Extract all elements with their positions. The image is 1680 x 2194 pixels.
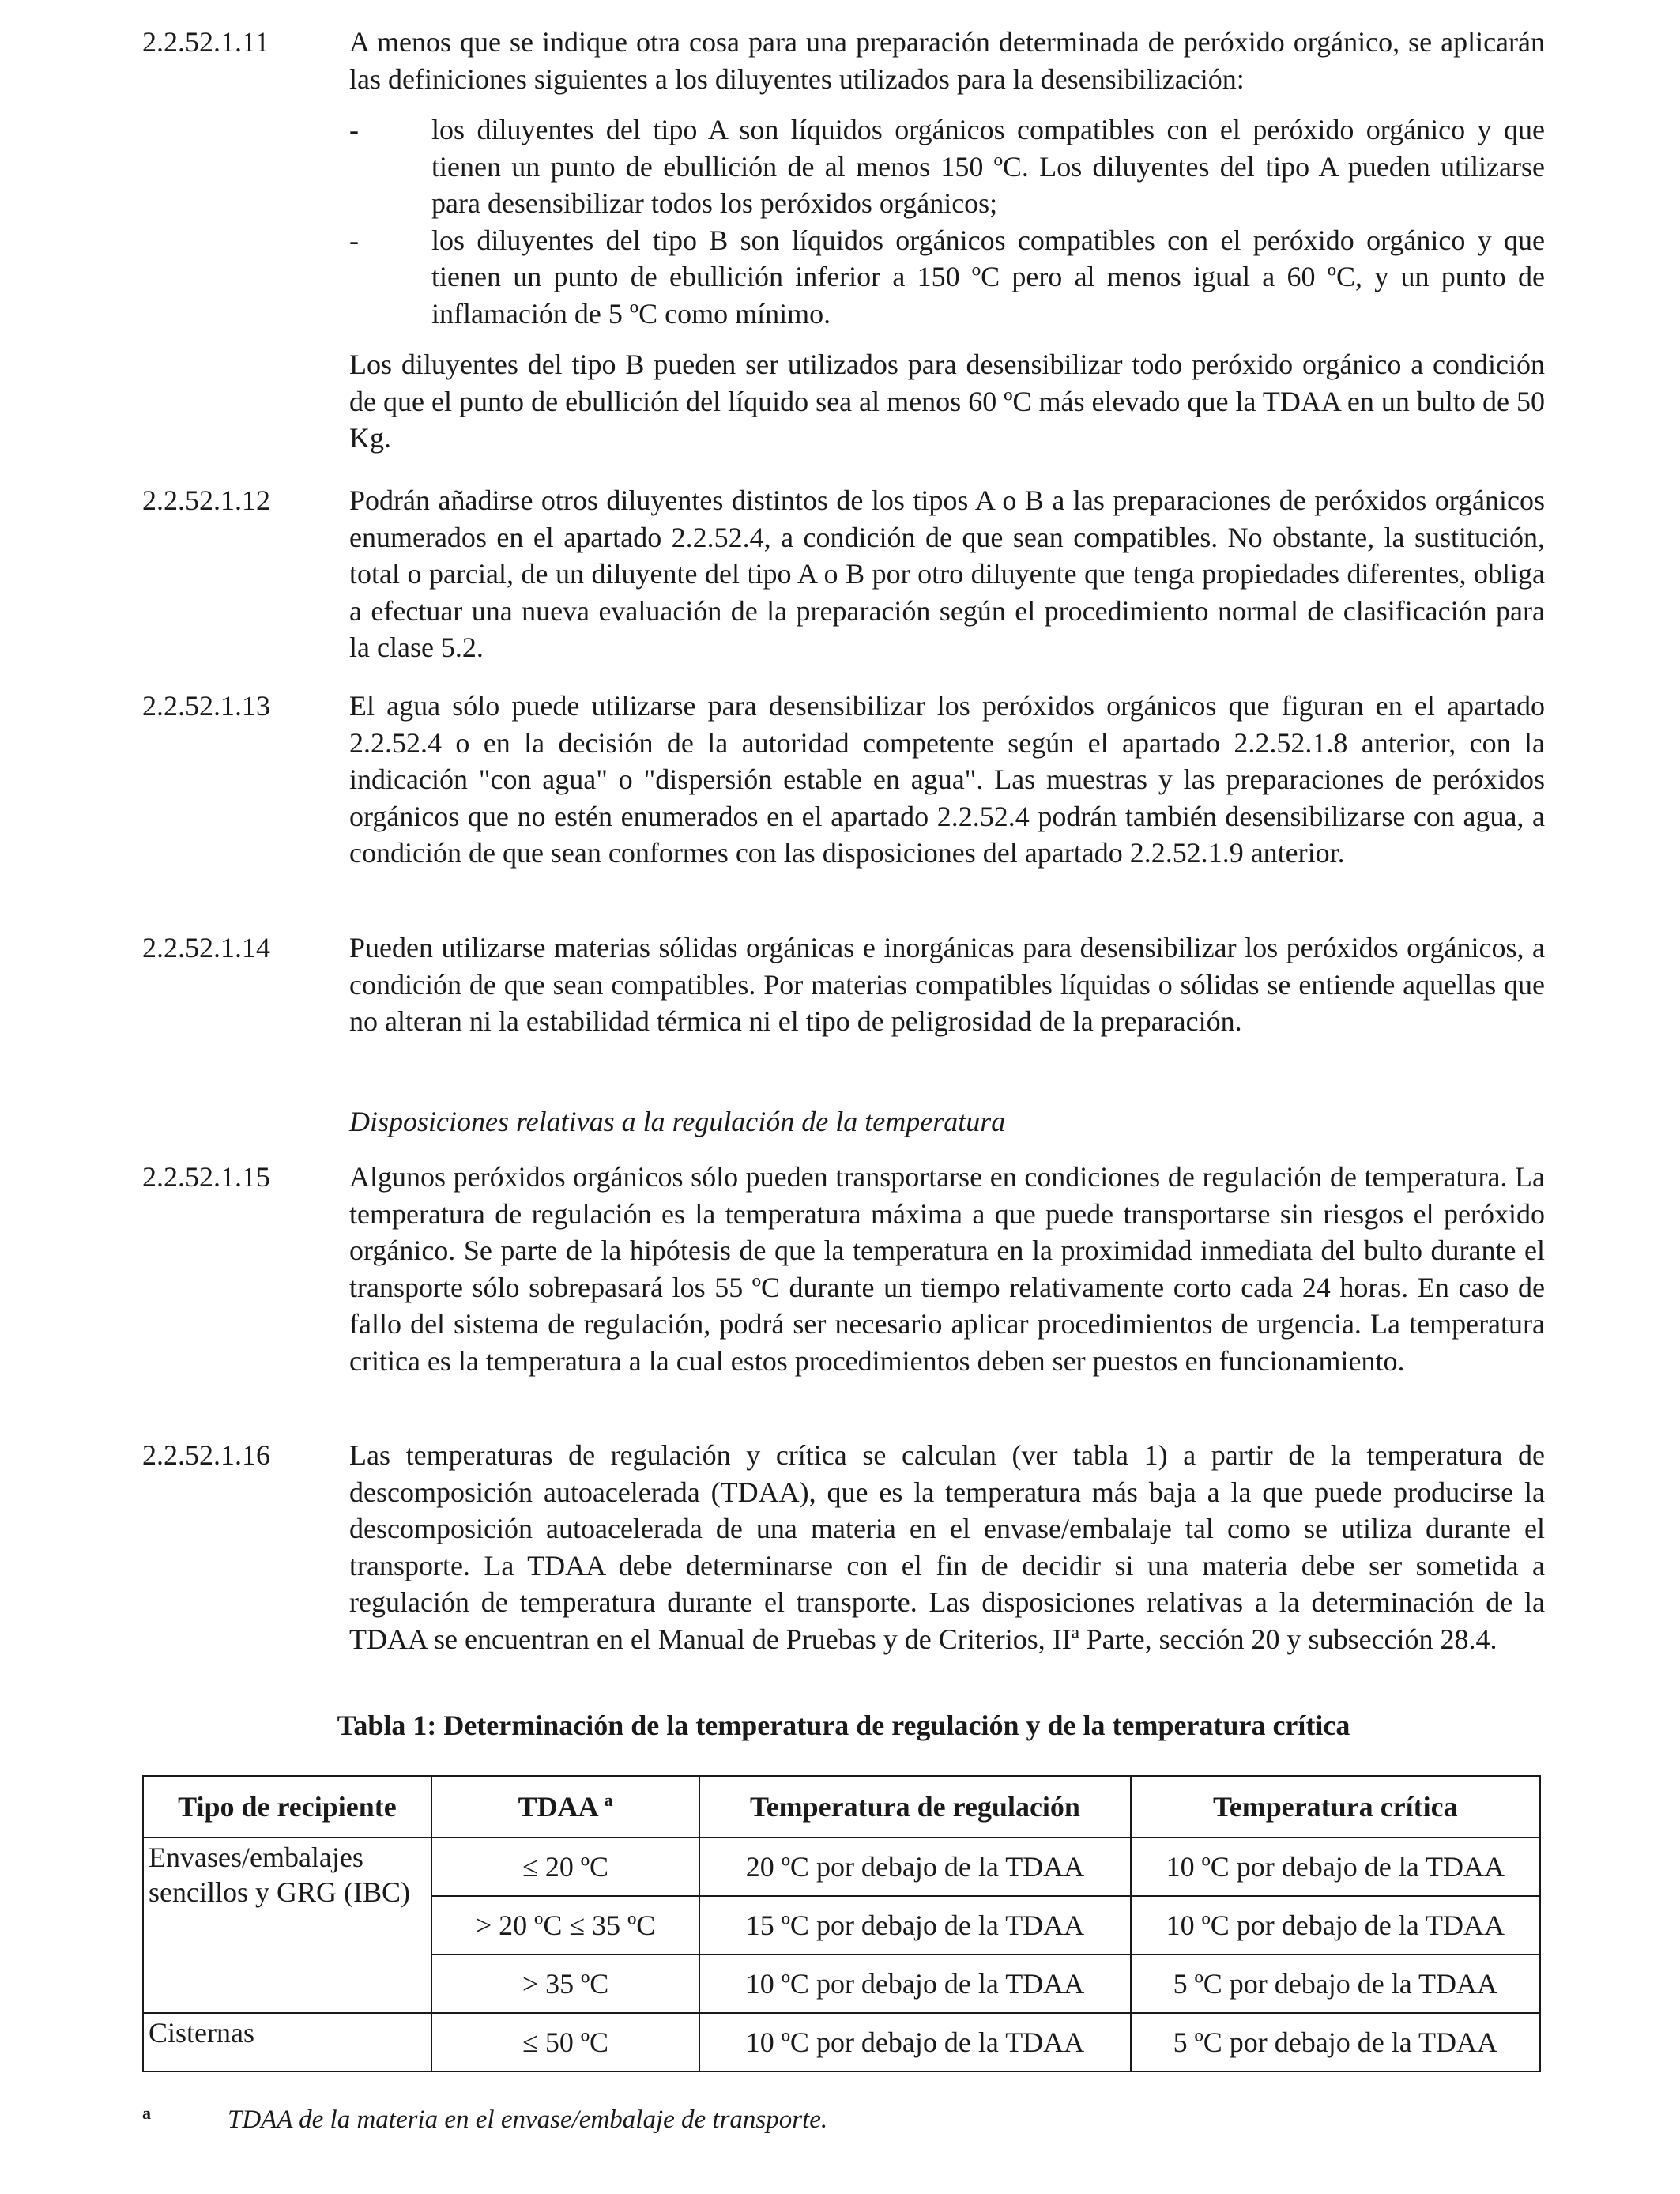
section-2-2-52-1-14: [142, 929, 1545, 1040]
table-cell: 10 ºC por debajo de la TDAA: [1131, 1838, 1540, 1896]
table-cell: > 35 ºC: [431, 1955, 700, 2013]
table-header-row: [143, 1776, 1540, 1838]
table-title: Tabla 1: Determinación de la temperatura de regulación y de la temperatura crítica: [337, 1710, 1350, 1741]
section-2-2-52-1-13: [142, 688, 1545, 872]
section-number: 2.2.52.1.16: [142, 1439, 270, 1471]
table-cell: 10 ºC por debajo de la TDAA: [699, 2013, 1130, 2071]
table-cell: > 20 ºC ≤ 35 ºC: [431, 1896, 700, 1955]
table-cell: 5 ºC por debajo de la TDAA: [1131, 2013, 1540, 2071]
section-2-2-52-1-11: [142, 24, 1545, 457]
list-item: [349, 222, 1545, 333]
section-2-2-52-1-16: [142, 1437, 1545, 1657]
table-cell: 5 ºC por debajo de la TDAA: [1131, 1955, 1540, 2013]
footnote-mark: a: [142, 2103, 151, 2123]
table-row: [143, 1838, 1540, 1896]
vessel-type-cell: Cisternas: [143, 2013, 431, 2071]
list-item-text: los diluyentes del tipo B son líquidos orgánicos compatibles con el peróxido orgánico y que tienen un punto de ebullición inferior a 150 ºC pero al menos igual a 60 ºC, y un punto de inflamación de 5 ºC como mínimo.: [431, 224, 1545, 330]
section-paragraph: Podrán añadirse otros diluyentes distintos de los tipos A o B a las preparaciones de peróxidos orgánicos enumerados en el apartado 2.2.52.4, a condición de que sean compatibles. No obstante, la sustitución, total o parcial, de un diluyente del tipo A o B por otro diluyente que tenga propiedades diferentes, obliga a efectuar una nueva evaluación de la preparación según el procedimiento normal de clasificación para la clase 5.2.: [349, 484, 1545, 663]
footnote-ref: a: [604, 1790, 613, 1810]
section-number: 2.2.52.1.15: [142, 1161, 270, 1193]
section-number: 2.2.52.1.11: [142, 26, 269, 58]
section-paragraph: Las temperaturas de regulación y crítica se calculan (ver tabla 1) a partir de la temperatura de descomposición autoacelerada (TDAA), que es la temperatura más baja a la que puede producirse la descomposición autoacelerada de una materia en el envase/embalaje tal como se utiliza durante el transporte. La TDAA debe determinarse con el fin de decidir si una materia debe ser sometida a regulación de temperatura durante el transporte. Las disposiciones relativas a la determinación de la TDAA se encuentran en el Manual de Pruebas y de Criterios, IIª Parte, sección 20 y subsección 28.4.: [349, 1439, 1545, 1655]
table-row: [143, 2013, 1540, 2071]
temperature-table: [142, 1775, 1541, 2072]
section-body: [349, 24, 1545, 457]
vessel-type-cell: Envases/embalajes sencillos y GRG (IBC): [143, 1838, 431, 2013]
list-bullet: -: [349, 114, 359, 145]
list-item: [349, 111, 1545, 222]
section-paragraph: Pueden utilizarse materias sólidas orgánicas e inorgánicas para desensibilizar los peróxidos orgánicos, a condición de que sean compatibles. Por materias compatibles líquidas o sólidas se entiende aquellas que no alteran ni la estabilidad térmica ni el tipo de peligrosidad de la preparación.: [349, 932, 1545, 1037]
section-paragraph: Los diluyentes del tipo B pueden ser utilizados para desensibilizar todo peróxido orgánico a condición de que el punto de ebullición del líquido sea al menos 60 ºC más elevado que la TDAA en un bulto de 50 Kg.: [349, 349, 1545, 454]
column-header: TDAA $^a$: [431, 1776, 700, 1838]
subheading: Disposiciones relativas a la regulación de la temperatura: [349, 1106, 1006, 1137]
section-number: 2.2.52.1.13: [142, 690, 270, 722]
table-cell: ≤ 50 ºC: [431, 2013, 700, 2071]
column-header: Tipo de recipiente: [143, 1776, 431, 1838]
table-cell: 10 ºC por debajo de la TDAA: [699, 1955, 1130, 2013]
section-number: 2.2.52.1.14: [142, 932, 270, 963]
table-cell: ≤ 20 ºC: [431, 1838, 700, 1896]
column-header: Temperatura crítica: [1131, 1776, 1540, 1838]
section-paragraph: Algunos peróxidos orgánicos sólo pueden transportarse en condiciones de regulación de temperatura. La temperatura de regulación es la temperatura máxima a que puede transportarse sin riesgos el peróxido orgánico. Se parte de la hipótesis de que la temperatura en la proximidad inmediata del bulto durante el transporte sólo sobrepasará los 55 ºC durante un tiempo relativamente corto cada 24 horas. En caso de fallo del sistema de regulación, podrá ser necesario aplicar procedimientos de urgencia. La temperatura critica es la temperatura a la cual estos procedimientos deben ser puestos en funcionamiento.: [349, 1161, 1545, 1377]
section-number: 2.2.52.1.12: [142, 484, 270, 516]
section-2-2-52-1-12: [142, 482, 1545, 666]
table-cell: 10 ºC por debajo de la TDAA: [1131, 1896, 1540, 1955]
section-paragraph: El agua sólo puede utilizarse para desensibilizar los peróxidos orgánicos que figuran en el apartado 2.2.52.4 o en la decisión de la autoridad competente según el apartado 2.2.52.1.8 anterior, con la indicación "con agua" o "dispersión estable en agua". Las muestras y las preparaciones de peróxidos orgánicos que no estén enumerados en el apartado 2.2.52.4 podrán también desensibilizarse con agua, a condición de que sean conformes con las disposiciones del apartado 2.2.52.1.9 anterior.: [349, 690, 1545, 869]
table-footnote: [142, 2102, 827, 2138]
column-header: Temperatura de regulación: [699, 1776, 1130, 1838]
table-cell: 20 ºC por debajo de la TDAA: [699, 1838, 1130, 1896]
table-cell: 15 ºC por debajo de la TDAA: [699, 1896, 1130, 1955]
list-bullet: -: [349, 224, 359, 256]
list-item-text: los diluyentes del tipo A son líquidos orgánicos compatibles con el peróxido orgánico y que tienen un punto de ebullición de al menos 150 ºC. Los diluyentes del tipo A pueden utilizarse para desensibilizar todos los peróxidos orgánicos;: [431, 114, 1545, 219]
section-intro: A menos que se indique otra cosa para una preparación determinada de peróxido orgánico, se aplicarán las definiciones siguientes a los diluyentes utilizados para la desensibilización:: [349, 26, 1545, 95]
definition-list: [349, 111, 1545, 332]
section-2-2-52-1-15: [142, 1159, 1545, 1379]
footnote-text: TDAA de la materia en el envase/embalaje de transporte.: [228, 2105, 828, 2134]
